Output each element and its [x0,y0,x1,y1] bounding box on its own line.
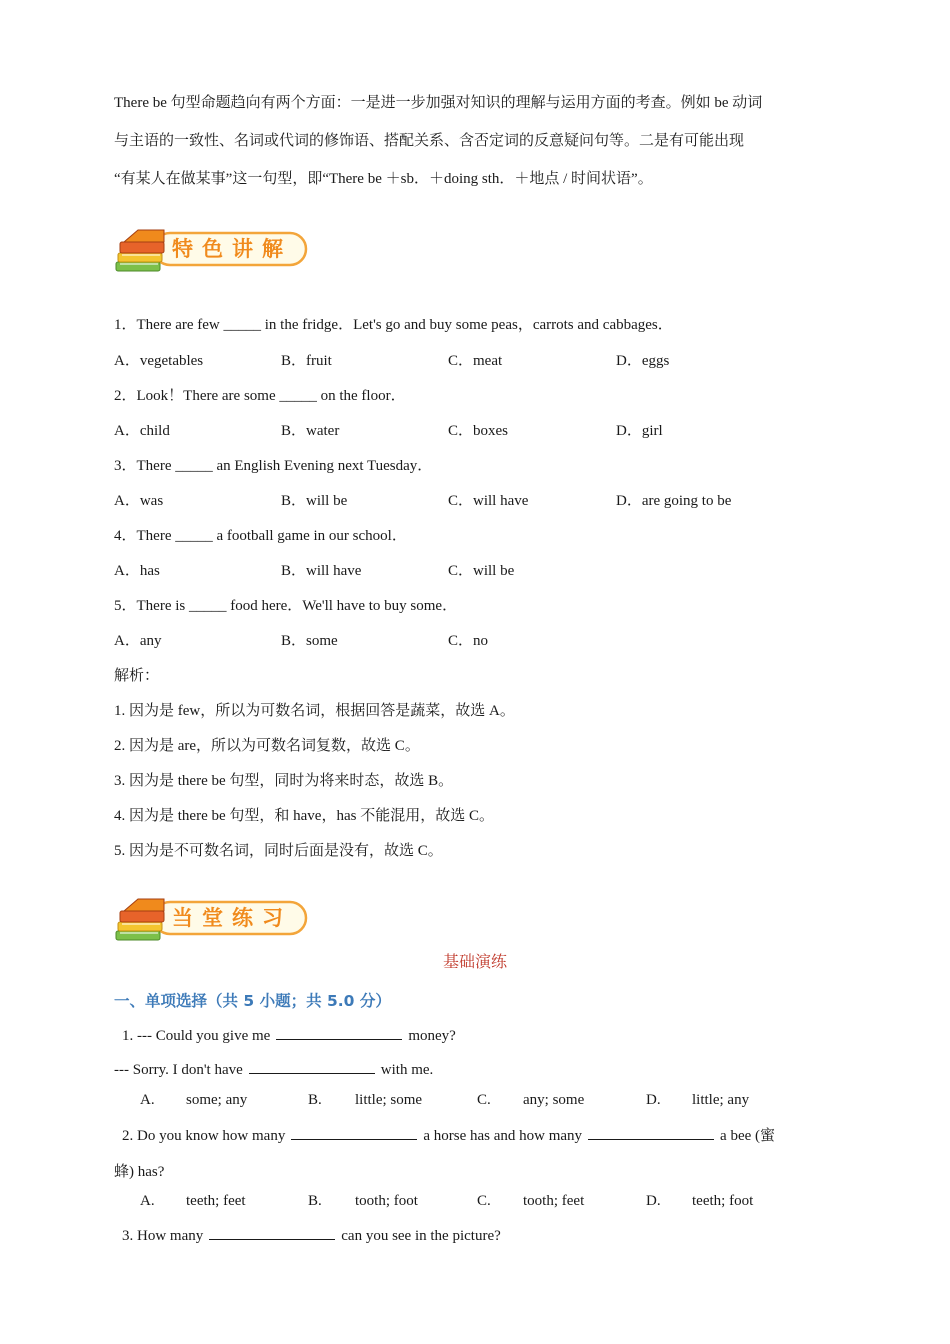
practice-q1-reply-post: with me. [380,1062,434,1078]
question-5-option-c: C．no [448,633,489,649]
question-3-option-b: B．will be [281,493,348,509]
practice-q2-option-d-text: teeth; foot [692,1193,754,1209]
practice-q2-mid: a horse has and how many [423,1128,583,1144]
practice-section-heading: 一、单项选择（共 5 小题；共 5.0 分） [114,992,391,1010]
practice-q1-line-2 [114,1059,433,1079]
practice-q1-option-d-text: little; any [692,1092,750,1108]
question-4-option-b: B．will have [281,563,362,579]
practice-q1-line-1 [122,1025,456,1045]
practice-q2-option-c-letter: C. [477,1193,491,1209]
section-banner-features [114,226,314,276]
practice-q1-pre: 1. --- Could you give me [122,1028,271,1044]
question-1-option-c: C．meat [448,353,503,369]
practice-q2-line-1 [122,1124,775,1145]
practice-q1-option-b-text: little; some [355,1092,423,1108]
question-5-option-b: B．some [281,633,338,649]
practice-q1-reply-pre: --- Sorry. I don't have [114,1062,243,1078]
analysis-item: 2. 因为是 are，所以为可数名词复数，故选 C。 [114,738,420,754]
question-4-stem: 4．There _____ a football game in our school． [114,528,407,544]
analysis-item: 3. 因为是 there be 句型，同时为将来时态，故选 B。 [114,773,454,789]
practice-q2-option-b-letter: B. [308,1193,322,1209]
answer-blank [588,1125,714,1140]
question-5-option-a: A．any [114,633,162,649]
question-3-option-a: A．was [114,493,164,509]
intro-line-2: 与主语的一致性、名词或代词的修饰语、搭配关系、含否定词的反意疑问句等。二是有可能出现 [114,133,745,149]
practice-q1-option-c-text: any; some [523,1092,585,1108]
answer-blank [249,1059,375,1074]
practice-q2-pre: 2. Do you know how many [122,1128,286,1144]
practice-q3-pre: 3. How many [122,1228,204,1244]
question-1-stem: 1．There are few _____ in the fridge．Let's go and buy some peas，carrots and cabbages． [114,317,673,333]
question-2-option-d: D．girl [616,423,663,439]
analysis-item: 5. 因为是不可数名词，同时后面是没有，故选 C。 [114,843,443,859]
practice-q2-post: a bee (蜜 [720,1128,776,1144]
question-2-option-a: A．child [114,423,170,439]
practice-q2-option-c-text: tooth; feet [523,1193,585,1209]
practice-q2-option-a-text: teeth; feet [186,1193,246,1209]
question-2-option-c: C．boxes [448,423,509,439]
practice-q1-post: money? [408,1028,456,1044]
question-3-stem: 3．There _____ an English Evening next Tuesday． [114,458,433,474]
banner-practice-label: 当堂练习 [172,906,292,930]
analysis-item: 1. 因为是 few，所以为可数名词，根据回答是蔬菜，故选 A。 [114,703,515,719]
practice-q2-option-d-letter: D. [646,1193,661,1209]
practice-q2-option-b-text: tooth; foot [355,1193,418,1209]
practice-q1-option-a-text: some; any [186,1092,248,1108]
section-banner-practice [114,895,314,945]
answer-blank [291,1125,417,1140]
practice-q1-option-a-letter: A. [140,1092,155,1108]
intro-line-1: There be 句型命题趋向有两个方面：一是进一步加强对知识的理解与运用方面的考查。例如 be 动词 [114,95,763,111]
practice-q1-option-b-letter: B. [308,1092,322,1108]
question-2-option-b: B．water [281,423,340,439]
question-3-option-c: C．will have [448,493,529,509]
analysis-item: 4. 因为是 there be 句型，和 have，has 不能混用，故选 C。 [114,808,494,824]
practice-q2-line-2: 蜂) has? [114,1164,165,1180]
answer-blank [276,1025,402,1040]
question-3-option-d: D．are going to be [616,493,732,509]
practice-q2-option-a-letter: A. [140,1193,155,1209]
question-2-stem: 2．Look！There are some _____ on the floor． [114,388,406,404]
analysis-heading: 解析： [114,668,160,684]
practice-q3-line-1 [122,1225,501,1245]
practice-q1-option-c-letter: C. [477,1092,491,1108]
practice-q1-option-d-letter: D. [646,1092,661,1108]
question-1-option-b: B．fruit [281,353,332,369]
practice-title: 基础演练 [442,954,507,971]
intro-line-3: “有某人在做某事”这一句型，即“There be ＋sb．＋doing sth．＋地点 / 时间状语”。 [114,171,653,187]
banner-features-label: 特色讲解 [172,237,292,261]
question-4-option-a: A．has [114,563,160,579]
answer-blank [209,1225,335,1240]
question-1-option-d: D．eggs [616,353,670,369]
question-1-option-a: A．vegetables [114,353,204,369]
practice-q3-post: can you see in the picture? [341,1228,501,1244]
question-5-stem: 5．There is _____ food here．We'll have to buy some． [114,598,458,614]
question-4-option-c: C．will be [448,563,515,579]
